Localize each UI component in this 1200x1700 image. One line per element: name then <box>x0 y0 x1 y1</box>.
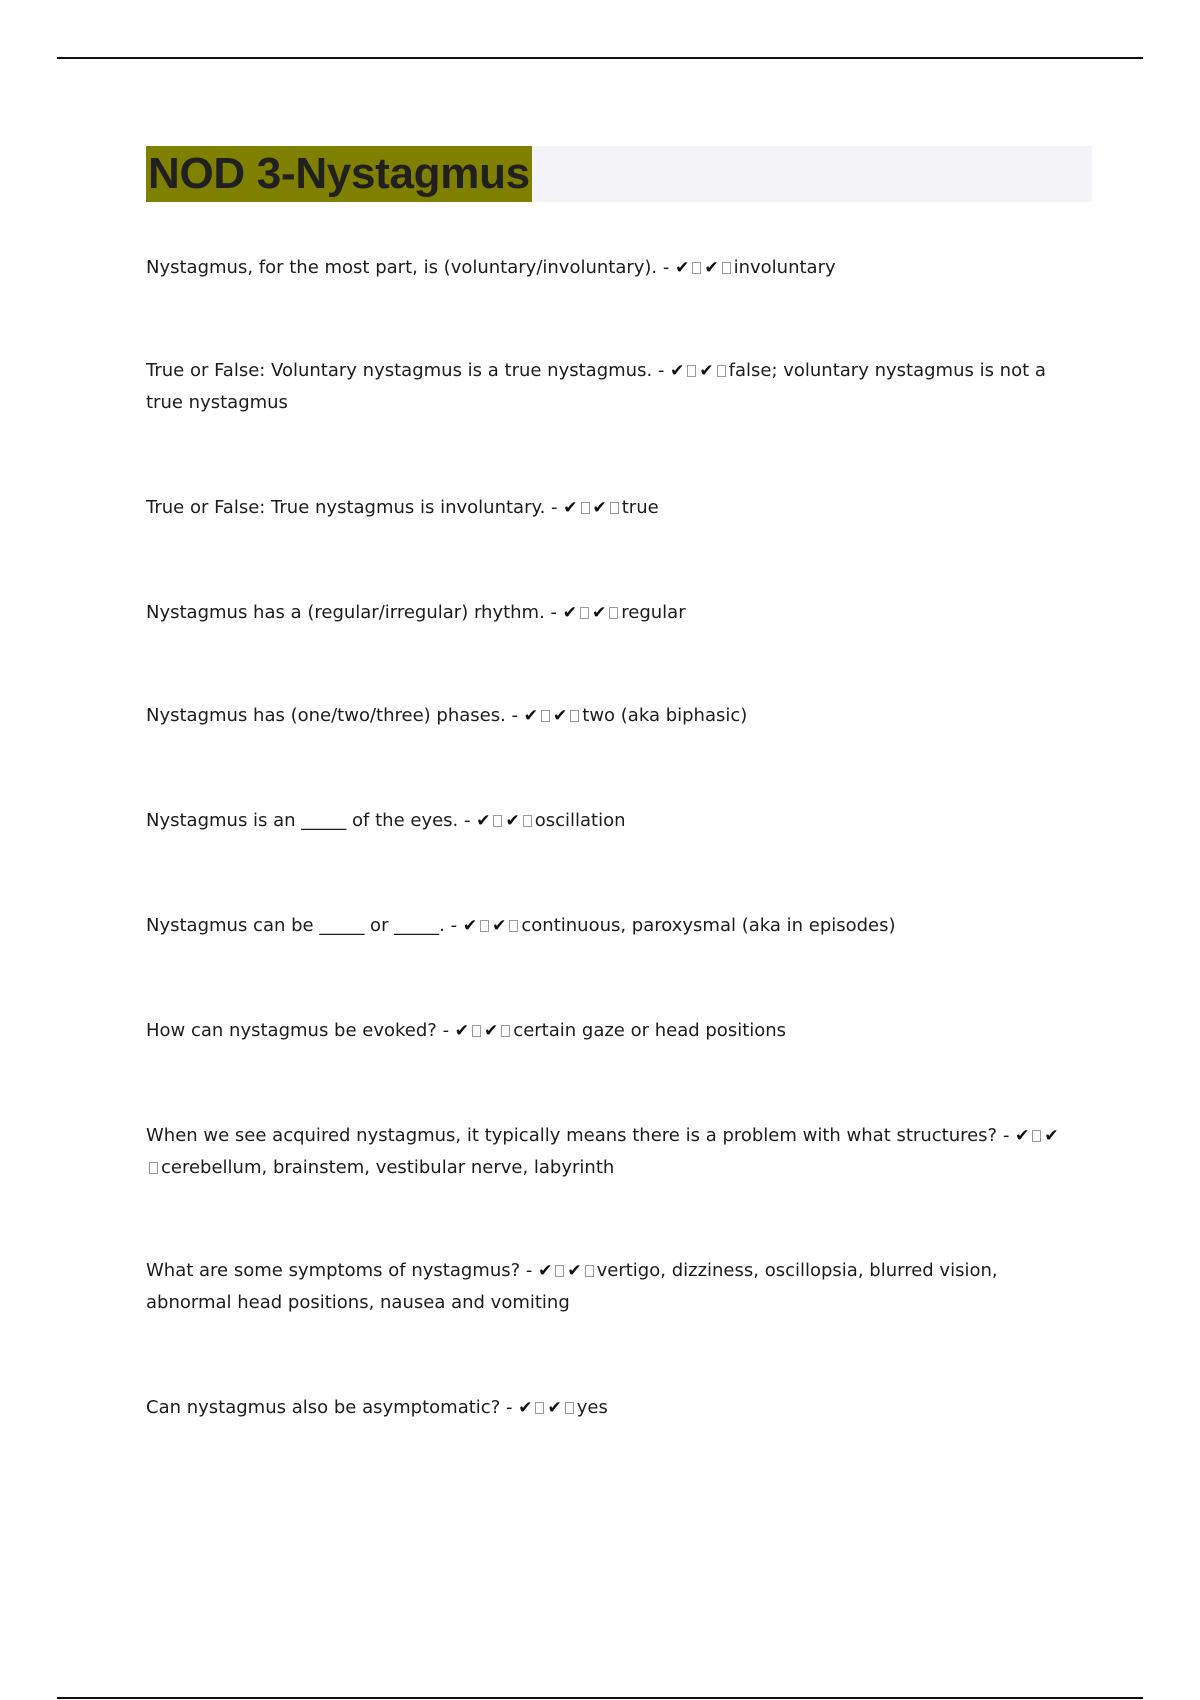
qa-item <box>146 252 1066 284</box>
answer-text: cerebellum, brainstem, vestibular nerve, labyrinth <box>161 1157 615 1178</box>
answer-text: two (aka biphasic) <box>582 705 748 726</box>
check-icon: ✔ <box>1015 1126 1030 1146</box>
check-icon: ✔ <box>567 1261 582 1281</box>
question-text: Nystagmus is an _____ of the eyes. <box>146 810 459 831</box>
box-icon <box>501 1025 510 1037</box>
box-icon <box>687 365 696 377</box>
separator: - <box>544 602 563 623</box>
answer-text: false; voluntary nystagmus is not a true nystagmus <box>146 360 1046 413</box>
box-icon <box>580 607 589 619</box>
question-text: Nystagmus has a (regular/irregular) rhythm. <box>146 602 545 623</box>
box-icon <box>717 365 726 377</box>
qa-item <box>146 805 1066 837</box>
qa-item <box>146 1015 1066 1047</box>
qa-item <box>146 910 1066 942</box>
separator: - <box>505 705 524 726</box>
check-icon: ✔ <box>592 498 607 518</box>
qa-item <box>146 700 1066 732</box>
separator: - <box>436 1020 455 1041</box>
check-icon: ✔ <box>518 1398 533 1418</box>
separator: - <box>545 497 564 518</box>
page-title: NOD 3-Nystagmus <box>146 146 532 202</box>
box-icon <box>1032 1130 1041 1142</box>
check-icon: ✔ <box>563 498 578 518</box>
separator: - <box>520 1260 539 1281</box>
qa-item <box>146 1392 1066 1424</box>
box-icon <box>581 502 590 514</box>
question-text: When we see acquired nystagmus, it typically means there is a problem with what structures? <box>146 1125 998 1146</box>
qa-item <box>146 355 1066 419</box>
answer-text: involuntary <box>733 257 836 278</box>
check-icon: ✔ <box>675 258 690 278</box>
footer-rule <box>57 1697 1143 1699</box>
check-icon: ✔ <box>547 1398 562 1418</box>
check-icon: ✔ <box>523 706 539 726</box>
check-icon: ✔ <box>1044 1126 1059 1146</box>
box-icon <box>493 815 502 827</box>
box-icon <box>610 502 619 514</box>
box-icon <box>609 607 618 619</box>
box-icon <box>509 920 518 932</box>
answer-text: oscillation <box>534 810 626 831</box>
check-icon: ✔ <box>454 1021 470 1041</box>
header-rule <box>57 57 1143 59</box>
box-icon <box>149 1162 158 1174</box>
question-text: What are some symptoms of nystagmus? <box>146 1260 521 1281</box>
box-icon <box>535 1402 544 1414</box>
box-icon <box>692 262 701 274</box>
qa-item <box>146 1120 1066 1184</box>
check-icon: ✔ <box>592 603 607 623</box>
answer-text: vertigo, dizziness, oscillopsia, blurred vision, abnormal head positions, nausea and vomiting <box>146 1260 998 1313</box>
check-icon: ✔ <box>492 916 507 936</box>
separator: - <box>500 1397 519 1418</box>
qa-item <box>146 597 1066 629</box>
separator: - <box>458 810 477 831</box>
question-text: Nystagmus has (one/two/three) phases. <box>146 705 506 726</box>
question-text: True or False: True nystagmus is involuntary. <box>146 497 546 518</box>
box-icon <box>585 1265 594 1277</box>
check-icon: ✔ <box>704 258 719 278</box>
question-text: Nystagmus can be _____ or _____. <box>146 915 445 936</box>
separator: - <box>652 360 671 381</box>
answer-text: certain gaze or head positions <box>513 1020 787 1041</box>
check-icon: ✔ <box>462 916 478 936</box>
box-icon <box>565 1402 574 1414</box>
check-icon: ✔ <box>538 1261 553 1281</box>
box-icon <box>472 1025 481 1037</box>
question-text: Nystagmus, for the most part, is (voluntary/involuntary). <box>146 257 658 278</box>
check-icon: ✔ <box>670 361 685 381</box>
separator: - <box>657 257 676 278</box>
box-icon <box>480 920 489 932</box>
box-icon <box>523 815 532 827</box>
check-icon: ✔ <box>562 603 578 623</box>
question-text: True or False: Voluntary nystagmus is a true nystagmus. <box>146 360 653 381</box>
box-icon <box>555 1265 564 1277</box>
answer-text: regular <box>621 602 686 623</box>
qa-item <box>146 1255 1066 1319</box>
separator: - <box>997 1125 1016 1146</box>
check-icon: ✔ <box>553 706 568 726</box>
check-icon: ✔ <box>505 811 520 831</box>
answer-text: continuous, paroxysmal (aka in episodes) <box>521 915 896 936</box>
check-icon: ✔ <box>476 811 491 831</box>
question-text: How can nystagmus be evoked? <box>146 1020 437 1041</box>
box-icon <box>541 710 550 722</box>
check-icon: ✔ <box>484 1021 499 1041</box>
question-text: Can nystagmus also be asymptomatic? <box>146 1397 501 1418</box>
separator: - <box>444 915 463 936</box>
answer-text: yes <box>576 1397 608 1418</box>
check-icon: ✔ <box>699 361 714 381</box>
answer-text: true <box>621 497 659 518</box>
box-icon <box>570 710 579 722</box>
box-icon <box>722 262 731 274</box>
qa-item <box>146 492 1066 524</box>
